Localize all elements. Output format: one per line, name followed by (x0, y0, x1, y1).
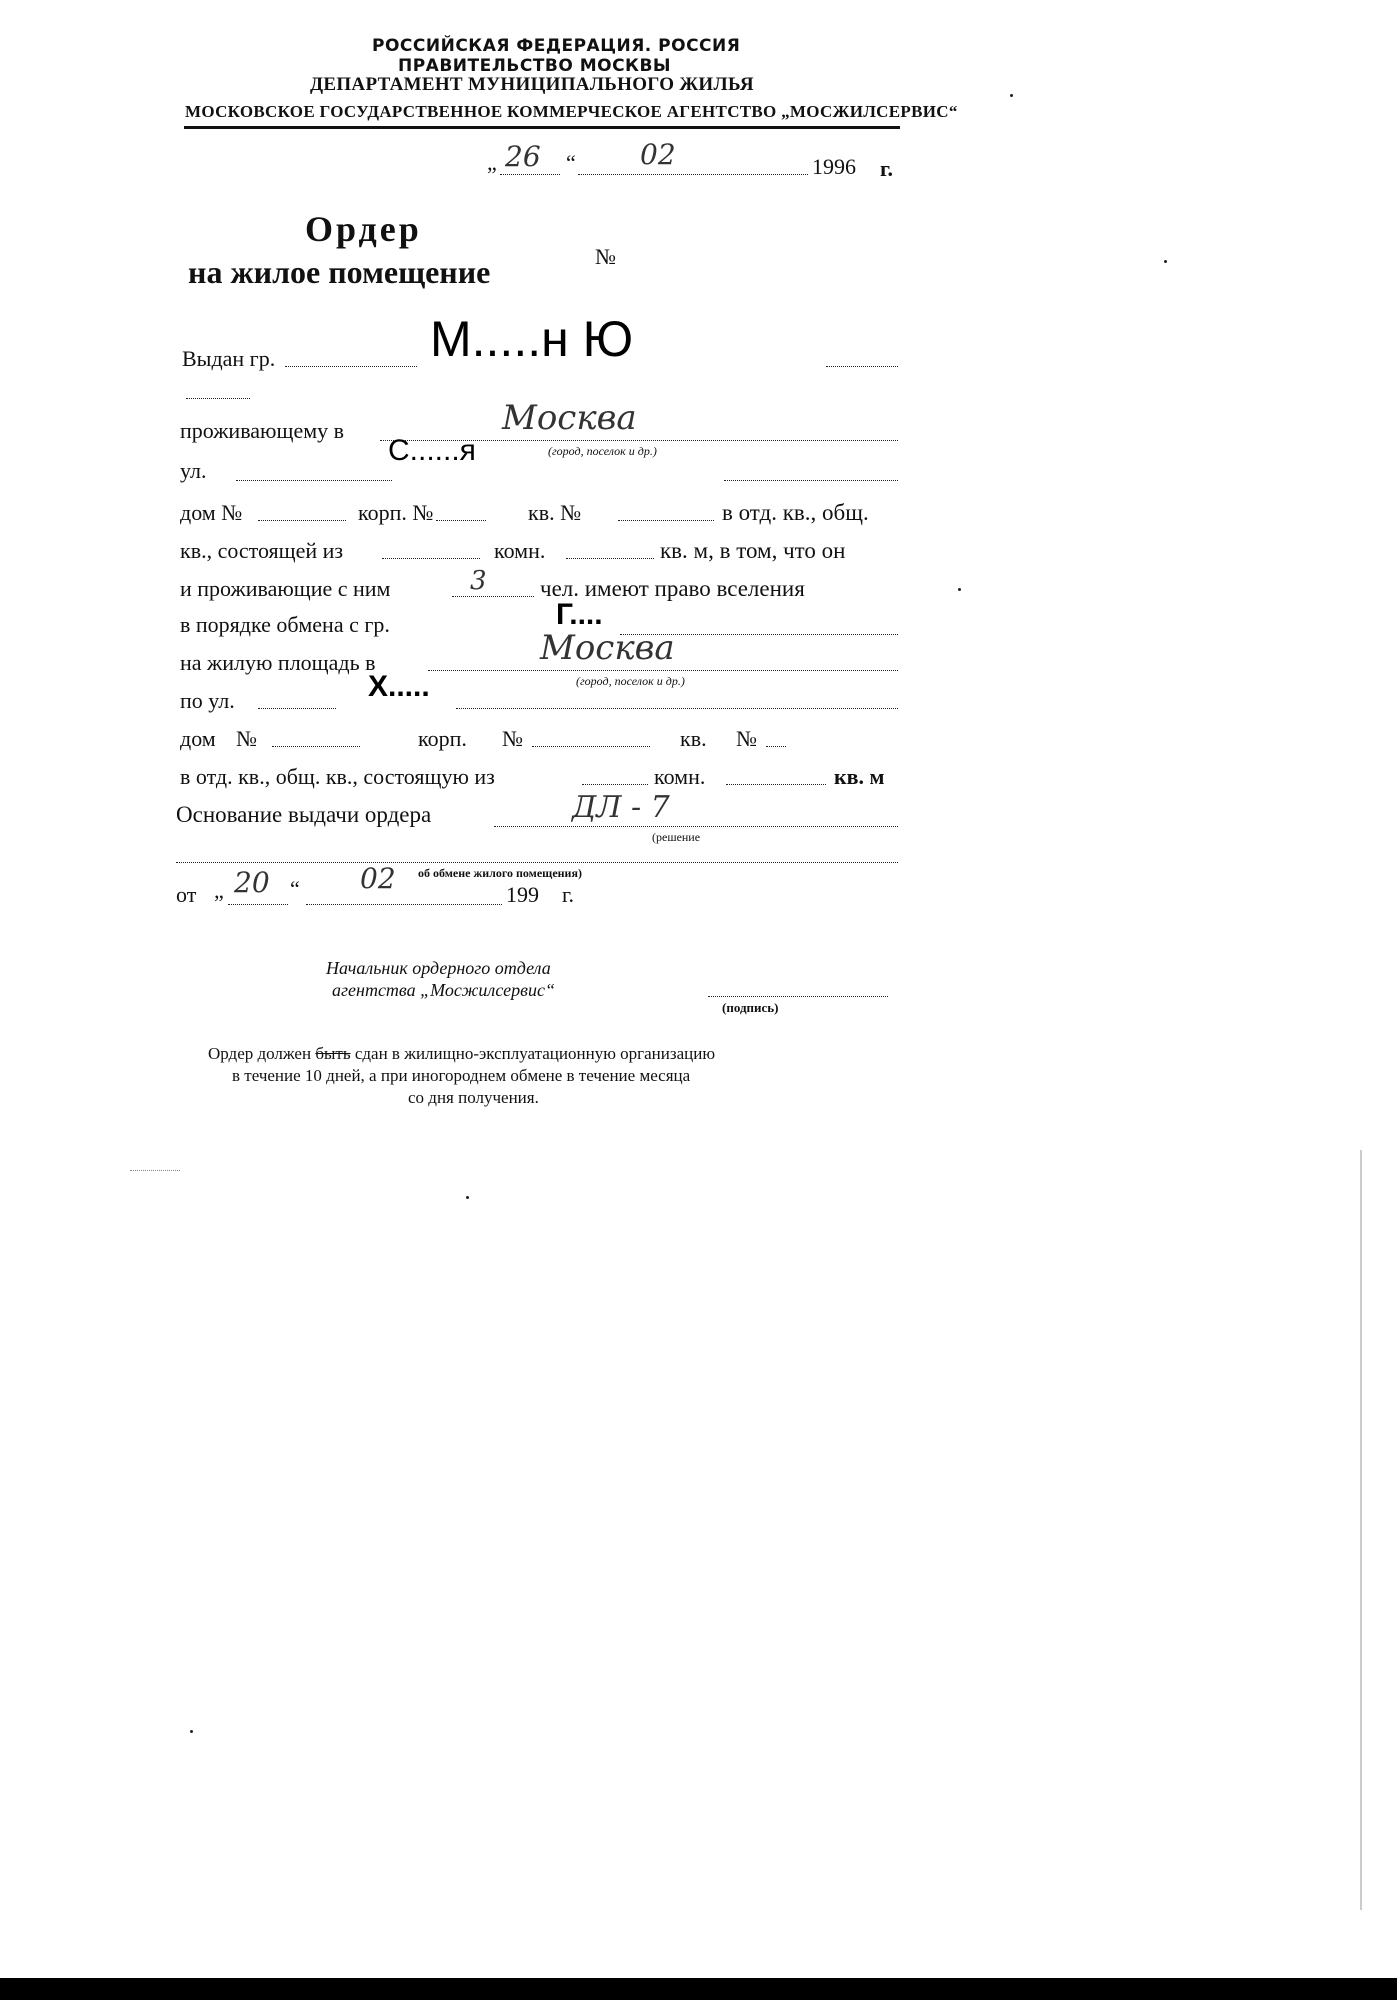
basis-label: Основание выдачи ордера (176, 802, 432, 827)
date-open-quote: „ (487, 150, 497, 175)
with-him-label: и проживающие с ним (180, 576, 391, 601)
signature-title-1: Начальник ордерного отдела (326, 958, 551, 978)
from-close-quote: “ (290, 876, 300, 901)
street2-line (258, 708, 336, 709)
from-label: от (176, 882, 197, 907)
date-day-line (500, 174, 560, 175)
date-year: 1996 (812, 154, 856, 179)
apt2-line (766, 746, 786, 747)
exchange-label: в порядке обмена с гр. (180, 612, 390, 637)
basis-line (494, 826, 898, 827)
scan-edge-right (1360, 1150, 1362, 1910)
from-open-quote: „ (214, 878, 224, 903)
from-month: 02 (360, 862, 396, 895)
scan-speck (1010, 94, 1013, 97)
rooms-line (566, 558, 654, 559)
from-year: 199 (506, 882, 539, 907)
house2-no: № (236, 726, 257, 751)
header-agency: МОСКОВСКОЕ ГОСУДАРСТВЕННОЕ КОММЕРЧЕСКОЕ АГЕНТСТВО „МОСЖИЛСЕРВИС“ (185, 102, 958, 121)
apt-type: в отд. кв., общ. (722, 500, 869, 525)
consisting-label: кв., состоящей из (180, 538, 344, 563)
living-area-line (428, 670, 898, 671)
note-line-2: в течение 10 дней, а при иногороднем обмене в течение месяца (232, 1066, 691, 1085)
sqm-label: кв. м, в том, что он (660, 538, 846, 563)
basis-value: ДЛ - 7 (572, 790, 670, 825)
korp-line (436, 520, 486, 521)
note-line-1 (208, 1044, 715, 1064)
from-day-line (228, 904, 288, 905)
korp-label: корп. № (358, 500, 434, 525)
issued-to-value: М.....н Ю (430, 311, 634, 367)
persons-line (452, 596, 534, 597)
rooms-label: комн. (494, 538, 546, 563)
header-federation: РОССИЙСКАЯ ФЕДЕРАЦИЯ. РОССИЯ (372, 36, 741, 56)
residing-city-hint: (город, поселок и др.) (548, 444, 657, 458)
from-suffix: г. (562, 882, 575, 907)
issued-to-line (285, 366, 417, 367)
header-department: ДЕПАРТАМЕНТ МУНИЦИПАЛЬНОГО ЖИЛЬЯ (310, 74, 754, 95)
rooms2-label: комн. (654, 764, 706, 789)
basis-line-2 (176, 862, 898, 863)
decision-hint: (решение (652, 830, 701, 844)
scan-speck (958, 588, 961, 591)
rooms2-count-line (582, 784, 648, 785)
apt2-label: кв. (680, 726, 707, 751)
scan-bottom-edge (0, 1978, 1397, 2000)
signature-line (708, 996, 888, 997)
persons-label: чел. имеют право вселения (540, 576, 805, 601)
from-month-line (306, 904, 502, 905)
house2-label: дом (180, 726, 216, 751)
decision-hint-2: об обмене жилого помещения) (418, 866, 582, 880)
date-day: 26 (505, 140, 541, 173)
scan-speck (466, 1196, 469, 1199)
note-struck-word: быть (315, 1044, 351, 1063)
note-line-3: со дня получения. (408, 1088, 539, 1107)
street2-value: Х..... (368, 670, 430, 703)
korp2-no: № (502, 726, 523, 751)
rooms2-area-line (726, 784, 826, 785)
header-rule (184, 126, 900, 129)
street-label: ул. (180, 458, 207, 483)
house-label: дом № (180, 500, 243, 525)
house-line (258, 520, 346, 521)
issued-to-label: Выдан гр. (182, 346, 276, 371)
continuation-line (186, 398, 250, 399)
apt-label: кв. № (528, 500, 582, 525)
living-city: Москва (540, 628, 675, 668)
date-close-quote: “ (566, 150, 576, 175)
korp2-line (532, 746, 650, 747)
date-month: 02 (640, 138, 676, 171)
apt2-no: № (736, 726, 757, 751)
street-line-end (724, 480, 898, 481)
exchange-value: Г.... (556, 598, 603, 631)
page-subtitle: на жилое помещение (188, 254, 491, 290)
consisting-line (382, 558, 480, 559)
order-number-sign: № (595, 244, 616, 269)
scan-speck (190, 1730, 193, 1733)
date-suffix: г. (880, 156, 894, 181)
street-line (236, 480, 392, 481)
apt2-type: в отд. кв., общ. кв., состоящую из (180, 764, 495, 789)
house2-line (272, 746, 360, 747)
from-day: 20 (234, 866, 270, 899)
street2-label: по ул. (180, 688, 235, 713)
page-title: Ордер (305, 209, 422, 249)
living-area-label: на жилую площадь в (180, 650, 376, 675)
street-value: С......я (388, 434, 476, 467)
issued-to-line-end (826, 366, 898, 367)
persons-value: 3 (470, 566, 487, 596)
living-city-hint: (город, поселок и др.) (576, 674, 685, 688)
scan-speck (1164, 260, 1167, 263)
korp2-label: корп. (418, 726, 467, 751)
signature-hint: (подпись) (722, 1000, 779, 1015)
note-line-1-end: сдан в жилищно-эксплуатационную организацию (354, 1044, 716, 1063)
street2-line-end (456, 708, 898, 709)
apt-line (618, 520, 714, 521)
date-month-line (578, 174, 808, 175)
sqm2-label: кв. м (834, 764, 885, 789)
signature-title-2: агентства „Мосжилсервис“ (332, 980, 555, 1000)
note-line-1-start: Ордер должен (208, 1044, 312, 1063)
residing-label: проживающему в (180, 418, 345, 443)
residing-city: Москва (502, 398, 637, 438)
scan-edge-mark (130, 1170, 180, 1171)
header-government: ПРАВИТЕЛЬСТВО МОСКВЫ (398, 56, 672, 76)
